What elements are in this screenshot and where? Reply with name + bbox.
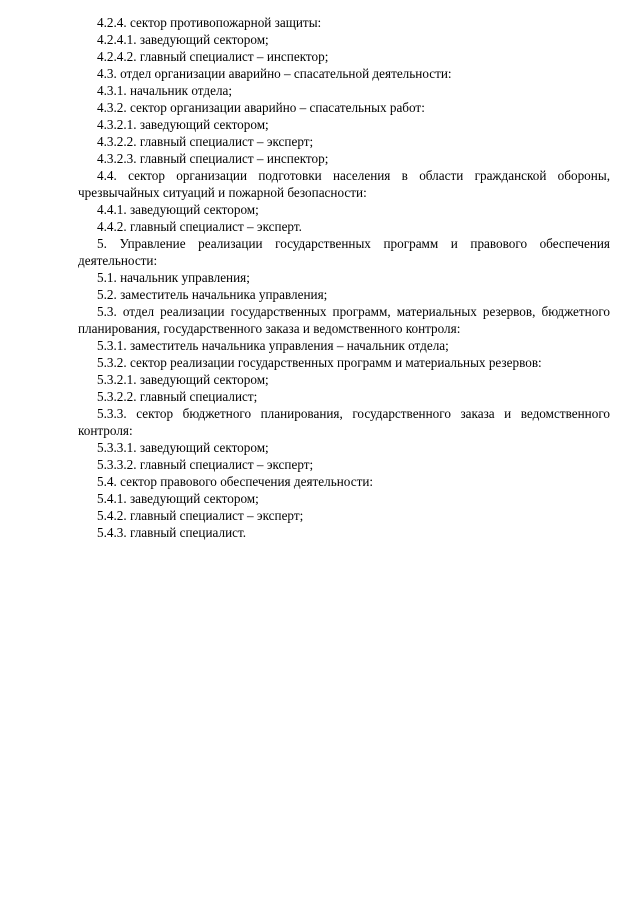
paragraph-4-3-2-3: 4.3.2.3. главный специалист – инспектор;	[97, 151, 329, 166]
paragraph-4-4-2: 4.4.2. главный специалист – эксперт.	[97, 219, 302, 234]
paragraph-5-4-2: 5.4.2. главный специалист – эксперт;	[97, 508, 304, 523]
paragraph-5-4-3: 5.4.3. главный специалист.	[97, 525, 247, 540]
paragraph-5-4: 5.4. сектор правового обеспечения деятельности:	[97, 474, 374, 489]
paragraph-5-3-2-1: 5.3.2.1. заведующий сектором;	[97, 372, 269, 387]
paragraph-5-3-2: 5.3.2. сектор реализации государственных программ и материальных резервов:	[97, 355, 542, 370]
paragraph-4-4-1: 4.4.1. заведующий сектором;	[97, 202, 259, 217]
paragraph-5-2: 5.2. заместитель начальника управления;	[97, 287, 328, 302]
paragraph-5-4-1: 5.4.1. заведующий сектором;	[97, 491, 259, 506]
paragraph-4-2-4-1: 4.2.4.1. заведующий сектором;	[97, 32, 269, 47]
paragraph-5-3-2-2: 5.3.2.2. главный специалист;	[97, 389, 258, 404]
paragraph-4-2-4: 4.2.4. сектор противопожарной защиты:	[97, 15, 322, 30]
paragraph-5-3-3-1: 5.3.3.1. заведующий сектором;	[97, 440, 269, 455]
paragraph-4-4: 4.4. сектор организации подготовки населения в области гражданской обороны, чрезвычайных ситуаций и пожарной безопасности:	[78, 168, 610, 200]
paragraph-5: 5. Управление реализации государственных программ и правового обеспечения деятельности:	[78, 236, 610, 268]
paragraph-4-3: 4.3. отдел организации аварийно – спасательной деятельности:	[97, 66, 452, 81]
paragraph-4-3-2-1: 4.3.2.1. заведующий сектором;	[97, 117, 269, 132]
paragraph-4-3-1: 4.3.1. начальник отдела;	[97, 83, 233, 98]
paragraph-5-3-3-2: 5.3.3.2. главный специалист – эксперт;	[97, 457, 314, 472]
paragraph-5-3-3: 5.3.3. сектор бюджетного планирования, государственного заказа и ведомственного контроля:	[78, 406, 610, 438]
paragraph-4-2-4-2: 4.2.4.2. главный специалист – инспектор;	[97, 49, 329, 64]
paragraph-5-3: 5.3. отдел реализации государственных программ, материальных резервов, бюджетного планирования, государственного заказа и ведомственного контроля:	[78, 304, 610, 336]
paragraph-4-3-2: 4.3.2. сектор организации аварийно – спасательных работ:	[97, 100, 425, 115]
document-body	[78, 14, 610, 541]
paragraph-5-3-1: 5.3.1. заместитель начальника управления – начальник отдела;	[97, 338, 449, 353]
paragraph-5-1: 5.1. начальник управления;	[97, 270, 250, 285]
paragraph-4-3-2-2: 4.3.2.2. главный специалист – эксперт;	[97, 134, 314, 149]
